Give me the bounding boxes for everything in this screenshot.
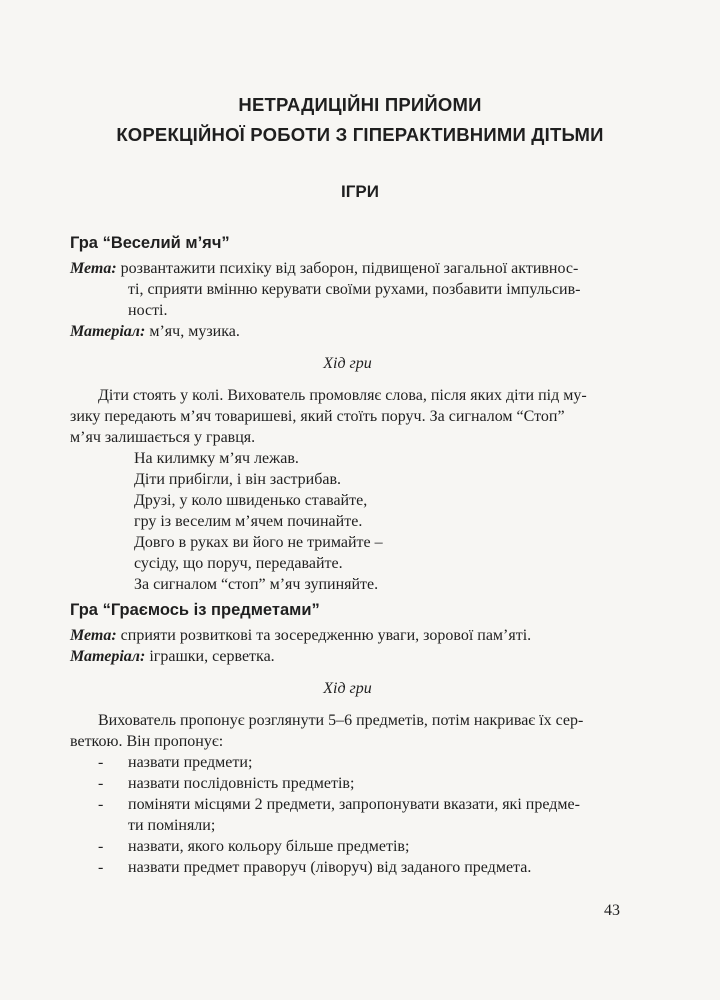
material-text: іграшки, серветка. (149, 648, 275, 665)
poem-line: гру із веселим м’ячем починайте. (134, 513, 363, 530)
game-1-title: Гра “Веселий м’яч” (70, 234, 230, 252)
dash-marker: - (98, 775, 104, 792)
poem (70, 448, 625, 595)
material-label: Матеріал: (70, 648, 146, 665)
game-2 (70, 600, 625, 878)
list-item (70, 836, 625, 857)
task-list (70, 752, 625, 878)
page-number: 43 (604, 902, 620, 919)
title-line-1: НЕТРАДИЦІЙНІ ПРИЙОМИ (238, 94, 482, 115)
title-line-2: КОРЕКЦІЙНОЇ РОБОТИ З ГІПЕРАКТИВНИМИ ДІТЬМИ (116, 124, 604, 145)
description-line-1: Діти стоять у колі. Вихователь промовляє слова, після яких діти під му- (98, 387, 587, 404)
list-item-text-continuation: ти поміняли; (128, 817, 216, 834)
game-2-course-heading: Хід гри (323, 680, 372, 697)
description-line-2: веткою. Він пропонує: (70, 733, 224, 750)
description-line-2: зику передають м’яч товаришеві, який стоїть поруч. За сигналом “Стоп” (70, 408, 565, 425)
game-1 (70, 233, 625, 595)
poem-line: Довго в руках ви його не тримайте – (134, 534, 383, 551)
list-item-text: назвати предмети; (128, 754, 253, 771)
page-title (0, 90, 720, 150)
game-2-goal (70, 625, 625, 646)
game-2-material (70, 646, 625, 667)
game-2-title: Гра “Граємось із предметами” (70, 601, 320, 619)
description-line-3: м’яч залишається у гравця. (70, 429, 256, 446)
section-heading: ІГРИ (341, 182, 379, 201)
poem-line: На килимку м’яч лежав. (134, 450, 299, 467)
dash-marker: - (98, 859, 104, 876)
poem-line: сусіду, що поруч, передавайте. (134, 555, 343, 572)
list-item-text: назвати предмет праворуч (ліворуч) від заданого предмета. (128, 859, 532, 876)
dash-marker: - (98, 838, 104, 855)
goal-text-line-1: розвантажити психіку від заборон, підвищеної загальної активнос- (120, 260, 579, 277)
list-item (70, 794, 625, 836)
goal-label: Мета: (70, 260, 117, 277)
goal-text-line-2: ті, сприяти вмінню керувати своїми рухами, позбавити імпульсив- (128, 281, 581, 298)
game-2-description (70, 710, 625, 752)
list-item-text: назвати послідовність предметів; (128, 775, 355, 792)
game-1-material (70, 321, 625, 342)
poem-line: За сигналом “стоп” м’яч зупиняйте. (134, 576, 379, 593)
goal-text: сприяти розвиткові та зосередженню уваги, зорової пам’яті. (120, 627, 532, 644)
list-item (70, 752, 625, 773)
list-item-text: поміняти місцями 2 предмети, запропонувати вказати, які предме- (128, 796, 580, 813)
material-label: Матеріал: (70, 323, 146, 340)
material-text: м’яч, музика. (149, 323, 240, 340)
game-1-description (70, 385, 625, 448)
list-item (70, 857, 625, 878)
list-item-text: назвати, якого кольору більше предметів; (128, 838, 410, 855)
dash-marker: - (98, 754, 104, 771)
game-1-course-heading: Хід гри (323, 355, 372, 372)
list-item (70, 773, 625, 794)
goal-label: Мета: (70, 627, 117, 644)
description-line-1: Вихователь пропонує розглянути 5–6 предметів, потім накриває їх сер- (98, 712, 584, 729)
poem-line: Діти прибігли, і він застрибав. (134, 471, 341, 488)
game-1-goal (70, 258, 625, 321)
poem-line: Друзі, у коло швиденько ставайте, (134, 492, 368, 509)
goal-text-line-3: ності. (128, 302, 168, 319)
dash-marker: - (98, 796, 104, 813)
